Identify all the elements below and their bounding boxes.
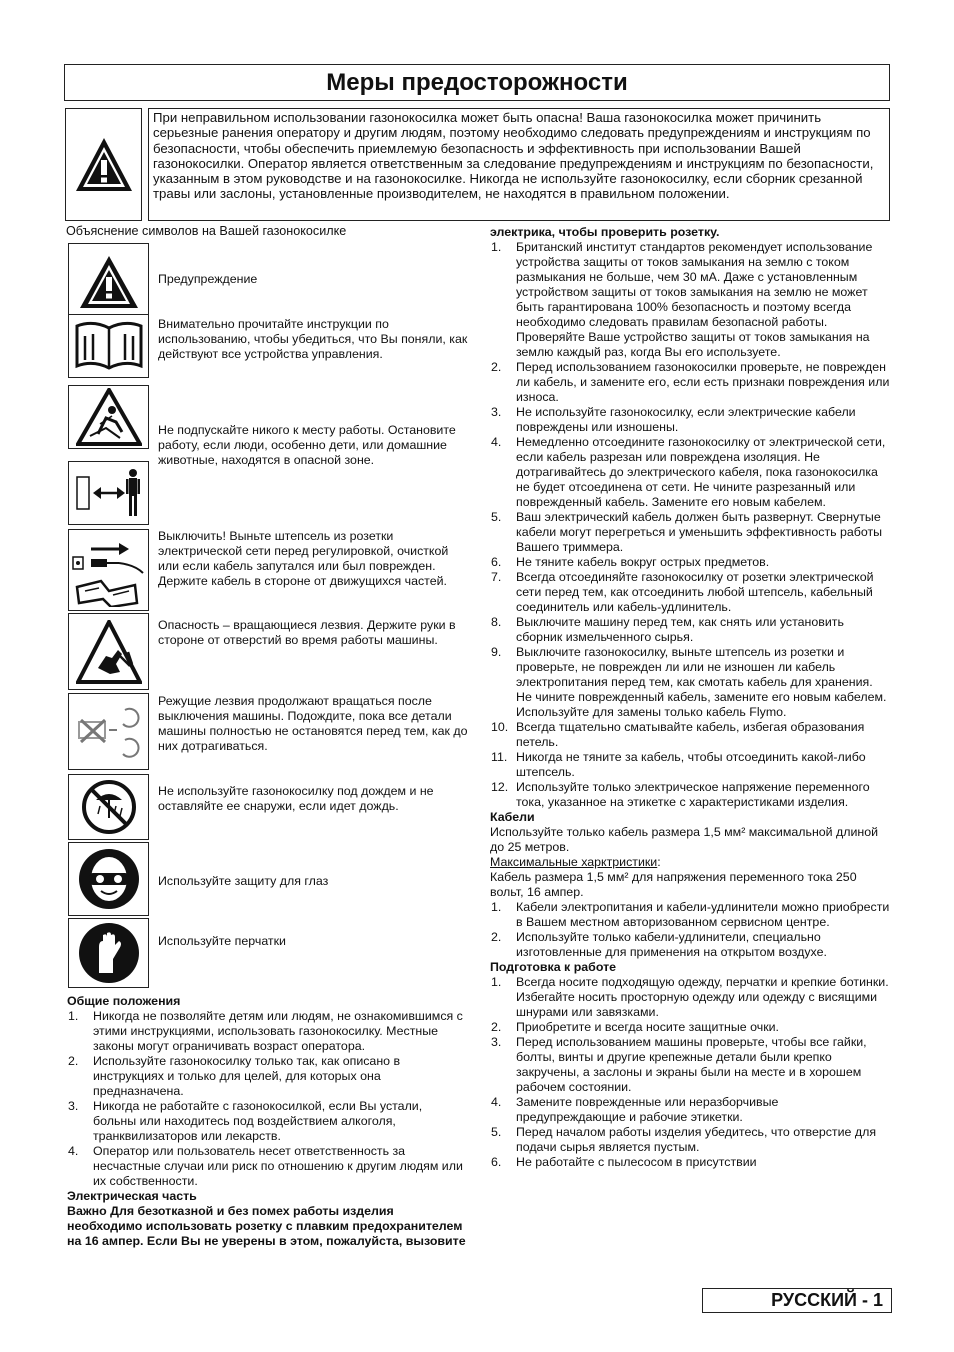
- list-item: 7. Всегда отсоединяйте газонокосилку от розетки электрической сети перед тем, как отсоединить любой штепсель, кабельный соединитель или кабель-удлинитель.: [491, 570, 874, 614]
- cables-list: [490, 900, 890, 960]
- list-item: 6. Не тяните кабель вокруг острых предметов.: [491, 555, 770, 569]
- list-item: 2. Используйте только кабели-удлинители, специально изготовленные для применения на открытом воздухе.: [491, 930, 827, 959]
- electrical-important-cont: электрика, чтобы проверить розетку.: [490, 225, 720, 239]
- right-column: [490, 225, 890, 1170]
- symbol-text-eyes: Используйте защиту для глаз: [158, 874, 329, 888]
- list-item: 4. Замените поврежденные или неразборчивые предупреждающие и рабочие этикетки.: [491, 1095, 779, 1124]
- electrical-important: Важно Для безотказной и без помех работы изделия необходимо использовать розетку с плавким предохранителем на 16 ампер. Если Вы не уверены в этом, пожалуйста, вызовите: [67, 1204, 466, 1248]
- list-item: 1. Никогда не позволяйте детям или людям, не ознакомившимся с этими инструкциями, использовать газонокосилку. Местные законы могут ограничивать возраст оператора.: [68, 1009, 463, 1053]
- list-item: 3. Не используйте газонокосилку, если электрические кабели повреждены или изношены.: [491, 405, 856, 434]
- list-item: 4. Оператор или пользователь несет ответственность за несчастные случаи или риск по отношению к другим людям или их собственности.: [68, 1144, 463, 1188]
- list-item: 2. Используйте газонокосилку только так, как описано в инструкциях и только для целей, для которых она предназначена.: [68, 1054, 401, 1098]
- keep-bystanders-away-icon: [68, 385, 149, 449]
- page-language-label: РУССКИЙ - 1: [702, 1288, 892, 1313]
- gloves-icon: [68, 918, 149, 988]
- symbol-text-rain: Не используйте газонокосилку под дождем и не оставляйте ее снаружи, если идет дождь.: [158, 784, 434, 813]
- symbol-text-gloves: Используйте перчатки: [158, 934, 286, 948]
- list-item: 1. Британский институт стандартов рекомендует использование устройства защиты от токов замыкания на землю с током размыкания не больше, чем 30 мА. Даже с установленным устройством защиты от токов замыкания на землю не может быть гарантирована 100% безопасность и поэтому всегда необходимо следовать правилам безопасной работы. Проверяйте Ваше устройство защиты от токов замыкания на землю каждый раз, когда Вы его используете.: [491, 240, 873, 359]
- symbol-text-bystanders: Не подпускайте никого к месту работы. Остановите работу, если люди, особенно дети, или домашние животные, находятся в опасной зоне.: [158, 423, 456, 467]
- preparation-heading: Подготовка к работе: [490, 960, 617, 974]
- general-heading: Общие положения: [67, 994, 181, 1008]
- list-item: 10. Всегда тщательно сматывайте кабель, избегая образования петель.: [491, 720, 865, 749]
- list-item: 1. Всегда носите подходящую одежду, перчатки и крепкие ботинки. Избегайте носить просторную одежду или одежду с висящими шнурами или завязками.: [491, 975, 889, 1019]
- general-list: [67, 1009, 467, 1189]
- cables-line2: Кабель размера 1,5 мм² для напряжения переменного тока 250 вольт, 16 ампер.: [490, 870, 857, 899]
- symbol-text-unplug: Выключить! Выньте штепсель из розетки электрической сети перед регулировкой, очисткой или если кабель запутался или был поврежден. Держите кабель в стороне от движущихся частей.: [158, 529, 449, 588]
- list-item: 5. Ваш электрический кабель должен быть развернут. Свернутые кабели могут перегреться и уменьшить эффективность работы Вашего триммера.: [491, 510, 883, 554]
- electrical-heading: Электрическая часть: [67, 1189, 197, 1203]
- warning-triangle-icon: [65, 108, 142, 221]
- list-item: 3. Перед использованием машины проверьте, чтобы все гайки, болты, винты и другие крепежные детали были крепко закручены, а заслоны и экраны были на месте и в хорошем рабочем состоянии.: [491, 1035, 867, 1094]
- list-item: 12. Используйте только электрическое напряжение переменного тока, указанное на этикетке с характеристиками изделия.: [491, 780, 870, 809]
- left-column: [66, 224, 468, 1248]
- no-rain-icon: [68, 774, 149, 840]
- symbol-text-read-manual: Внимательно прочитайте инструкции по использованию, чтобы убедиться, что Вы поняли, как действуют все устройства управления.: [158, 317, 468, 361]
- cables-max-label: Максимальные харктристики: [490, 855, 658, 869]
- symbol-text-rotating: Режущие лезвия продолжают вращаться после выключения машины. Подождите, пока все детали машины полностью не остановятся перед тем, как до них дотрагиваться.: [158, 694, 468, 753]
- list-item: 8. Выключите машину перед тем, как снять или установить сборник измельченного сырья.: [491, 615, 844, 644]
- safe-distance-icon: [68, 461, 149, 525]
- list-item: 1. Кабели электропитания и кабели-удлинители можно приобрести в Вашем местном авторизованном сервисном центре.: [491, 900, 890, 929]
- list-item: 6. Не работайте с пылесосом в присутствии: [491, 1155, 757, 1169]
- electrical-list: [490, 240, 890, 810]
- intro-text: При неправильном использовании газонокосилка может быть опасна! Ваша газонокосилка может причинить серьезные ранения оператору и другим людям, поэтому необходимо следовать предупреждениям и инструкциям по безопасности, чтобы обеспечить приемлемую безопасность и эффективность при использовании Вашей газонокосилки. Оператор является ответственным за следование предупреждениям и инструкциям по безопасности, указанным в этом руководстве и на газонокосилке. Никогда не используйте газонокосилку, если сборник срезанной травы или заслоны, установленные производителем, не находятся в правильном положении.: [148, 108, 890, 221]
- list-item: 3. Никогда не работайте с газонокосилкой, если Вы устали, больны или находитесь под воздействием алкоголя, транквилизаторов или лекарств.: [68, 1099, 423, 1143]
- read-manual-icon: [68, 314, 149, 378]
- cables-line1: Используйте только кабель размера 1,5 мм² максимальной длиной до 25 метров.: [490, 825, 879, 854]
- unplug-before-maintenance-icon: [68, 529, 149, 611]
- cables-max-line: [490, 855, 890, 870]
- cables-max-colon: :: [657, 855, 661, 869]
- rotating-blades-hand-icon: [68, 613, 149, 690]
- general-section: [67, 994, 467, 1249]
- list-item: 2. Приобретите и всегда носите защитные очки.: [491, 1020, 779, 1034]
- warning-triangle-icon: [68, 243, 149, 320]
- list-item: 2. Перед использованием газонокосилки проверьте, не поврежден ли кабель, и замените его, если есть признаки повреждения или износа.: [491, 360, 890, 404]
- list-item: 4. Немедленно отсоедините газонокосилку от электрической сети, если кабель разрезан или повреждена изоляция. Не дотрагивайтесь до электрического кабеля, пока газонокосилка не будет отсоединена от сети. Не чините разрезанный или поврежденный кабель. Замените его новым кабелем.: [491, 435, 886, 509]
- symbol-text-warning: Предупреждение: [158, 272, 258, 286]
- list-item: 5. Перед началом работы изделия убедитесь, что отверстие для подачи сырья является пустым.: [491, 1125, 877, 1154]
- list-item: 11. Никогда не тяните за кабель, чтобы отсоединить какой-либо штепсель.: [491, 750, 866, 779]
- symbol-text-blades: Опасность – вращающиеся лезвия. Держите руки в стороне от отверстий во время работы машины.: [158, 618, 456, 647]
- page-title: Меры предосторожности: [64, 64, 890, 101]
- blades-continue-rotating-icon: [68, 693, 149, 770]
- preparation-list: [490, 975, 890, 1170]
- cables-heading: Кабели: [490, 810, 535, 824]
- symbols-caption: Объяснение символов на Вашей газонокосилке: [66, 224, 347, 238]
- eye-protection-icon: [68, 842, 149, 916]
- list-item: 9. Выключите газонокосилку, выньте штепсель из розетки и проверьте, не поврежден ли или не изношен ли кабель электропитания перед тем, как смотать кабель для хранения. Не чините поврежденный кабель, замените его новым кабелем. Используйте для замены только кабель Flymo.: [491, 645, 887, 719]
